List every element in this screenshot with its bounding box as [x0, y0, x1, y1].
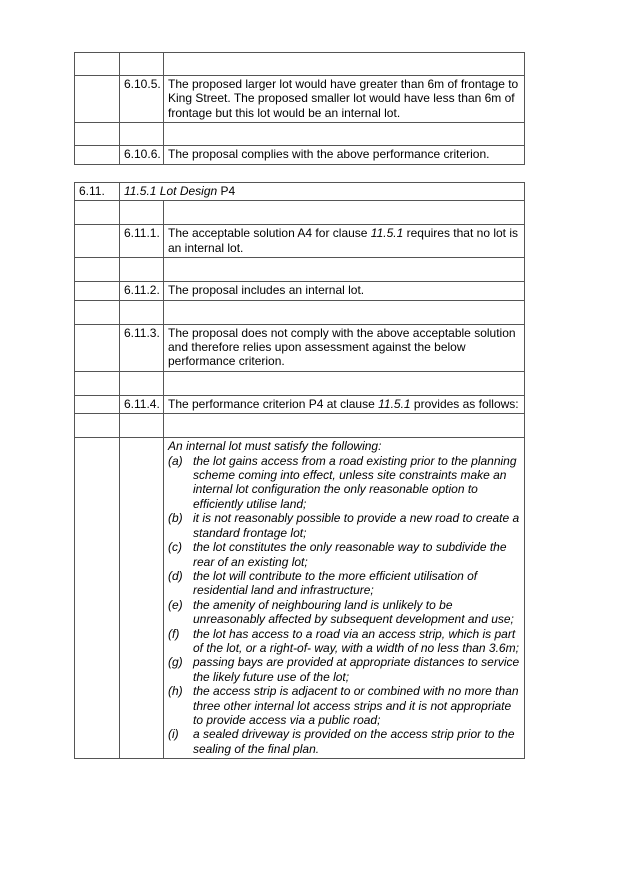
empty-cell	[75, 258, 120, 282]
list-item-label: (c)	[168, 540, 182, 555]
empty-cell	[120, 438, 164, 759]
item-number: 6.11.3.	[120, 324, 164, 371]
text-segment: The performance criterion P4 at clause	[168, 396, 379, 411]
criterion-list	[168, 454, 520, 757]
list-item-label: (e)	[168, 597, 183, 612]
item-number: 6.11.1.	[120, 225, 164, 258]
criterion-intro: An internal lot must satisfy the following:	[168, 439, 382, 454]
list-item-text: the amenity of neighbouring land is unlikely to be unreasonably affected by subsequent development and use;	[193, 597, 514, 627]
item-number: 6.10.6.	[120, 146, 164, 164]
section-heading	[120, 183, 525, 201]
empty-cell	[75, 146, 120, 164]
list-item-label: (h)	[168, 684, 183, 699]
empty-cell	[164, 300, 525, 324]
item-number: 6.10.5.	[120, 76, 164, 123]
list-item-text: the lot gains access from a road existing prior to the planning scheme coming into effect, unless site constraints make an internal lot configuration the only reasonable option to efficiently utilise land;	[193, 453, 517, 511]
list-item-label: (d)	[168, 568, 183, 583]
empty-cell	[75, 371, 120, 395]
table-row	[75, 225, 525, 258]
table-row	[75, 53, 525, 76]
empty-cell	[75, 282, 120, 300]
table-row	[75, 395, 525, 413]
table-6-11	[74, 182, 525, 759]
item-text: The proposal includes an internal lot.	[164, 282, 525, 300]
list-item-label: (f)	[168, 626, 180, 641]
empty-cell	[75, 300, 120, 324]
empty-cell	[75, 225, 120, 258]
empty-cell	[164, 371, 525, 395]
list-item-label: (i)	[168, 727, 179, 742]
section-number: 6.11.	[75, 183, 120, 201]
empty-cell	[120, 258, 164, 282]
empty-cell	[75, 53, 120, 76]
list-item-text: a sealed driveway is provided on the access strip prior to the sealing of the final plan.	[193, 727, 515, 756]
list-item-text: the lot has access to a road via an access strip, which is part of the lot, or a right-of- way, with a width of no less than 3.6m;	[193, 626, 519, 655]
item-number: 6.11.2.	[120, 282, 164, 300]
list-item	[168, 511, 520, 540]
empty-cell	[164, 53, 525, 76]
table-row	[75, 371, 525, 395]
empty-cell	[120, 123, 164, 146]
text-segment: provides as follows:	[410, 396, 519, 411]
list-item	[168, 454, 520, 512]
clause-reference: 11.5.1	[378, 396, 411, 411]
list-item-text: it is not reasonably possible to provide a new road to create a standard frontage lot;	[193, 511, 520, 540]
item-number: 6.11.4.	[120, 395, 164, 413]
text-segment: The acceptable solution A4 for clause	[168, 226, 371, 241]
empty-cell	[75, 438, 120, 759]
table-row	[75, 258, 525, 282]
item-text	[164, 395, 525, 413]
list-item	[168, 727, 520, 756]
empty-cell	[120, 201, 164, 225]
table-row	[75, 201, 525, 225]
table-6-10-continuation	[74, 52, 525, 165]
empty-cell	[164, 123, 525, 146]
table-row	[75, 324, 525, 371]
heading-suffix: P4	[217, 184, 236, 198]
item-text	[164, 225, 525, 258]
empty-cell	[75, 324, 120, 371]
empty-cell	[164, 414, 525, 438]
list-item-text: the lot constitutes the only reasonable way to subdivide the rear of an existing lot;	[193, 540, 507, 569]
list-item-label: (a)	[168, 453, 183, 468]
list-item-text: the lot will contribute to the more efficient utilisation of residential land and infrastructure;	[193, 568, 478, 598]
empty-cell	[120, 300, 164, 324]
item-text: The proposal complies with the above performance criterion.	[164, 146, 525, 164]
list-item-text: the access strip is adjacent to or combined with no more than three other internal lot access strips and it is not appropriate to provide access via a public road;	[193, 684, 519, 727]
list-item-text: passing bays are provided at appropriate distances to service the likely future use of the lot;	[193, 655, 520, 684]
text-segment: requires that no lot is an internal lot.	[168, 226, 519, 255]
list-item	[168, 598, 520, 627]
item-text: The proposed larger lot would have greater than 6m of frontage to King Street. The proposed smaller lot would have less than 6m of frontage but this lot would be an internal lot.	[164, 76, 525, 123]
table-row	[75, 146, 525, 164]
table-row	[75, 76, 525, 123]
empty-cell	[120, 53, 164, 76]
empty-cell	[164, 258, 525, 282]
empty-cell	[120, 414, 164, 438]
list-item	[168, 540, 520, 569]
empty-cell	[120, 371, 164, 395]
list-item	[168, 655, 520, 684]
performance-criterion	[164, 438, 525, 759]
empty-cell	[75, 201, 120, 225]
clause-reference: 11.5.1	[370, 226, 404, 241]
table-row	[75, 282, 525, 300]
empty-cell	[75, 414, 120, 438]
item-text: The proposal does not comply with the above acceptable solution and therefore relies upon assessment against the below performance criterion.	[164, 324, 525, 371]
table-row	[75, 414, 525, 438]
list-item	[168, 569, 520, 598]
section-heading-row	[75, 183, 525, 201]
empty-cell	[164, 201, 525, 225]
criterion-row	[75, 438, 525, 759]
list-item	[168, 684, 520, 727]
table-row	[75, 123, 525, 146]
list-item-label: (g)	[168, 655, 183, 670]
empty-cell	[75, 395, 120, 413]
list-item-label: (b)	[168, 511, 183, 526]
empty-cell	[75, 123, 120, 146]
empty-cell	[75, 76, 120, 123]
table-row	[75, 300, 525, 324]
list-item	[168, 627, 520, 656]
heading-clause: 11.5.1 Lot Design	[124, 184, 218, 198]
